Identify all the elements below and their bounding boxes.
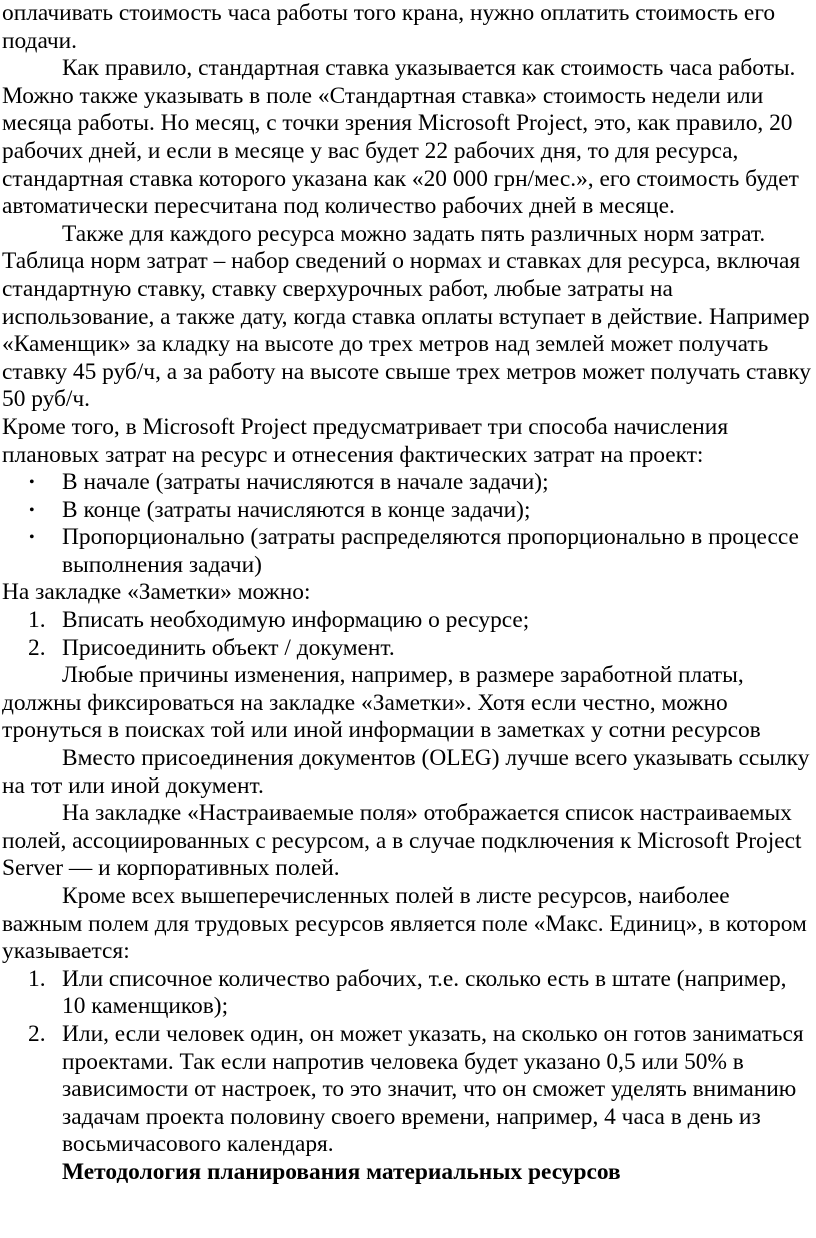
list-number: 1. bbox=[28, 965, 46, 992]
list-item bbox=[2, 966, 814, 1021]
accrual-list bbox=[2, 469, 814, 579]
bullet-marker: • bbox=[29, 529, 35, 547]
list-item bbox=[2, 497, 814, 525]
paragraph-continuation: оплачивать стоимость часа работы того крана, нужно оплатить стоимость его подачи. bbox=[2, 0, 776, 54]
list-item-text: Присоединить объект / документ. bbox=[62, 634, 395, 661]
paragraph-links: Вместо присоединения документов (OLEG) лучше всего указывать ссылку на тот или иной документ. bbox=[2, 745, 810, 799]
list-item-text: Или списочное количество рабочих, т.е. сколько есть в штате (например, 10 каменщиков); bbox=[62, 965, 787, 1020]
section-heading: Методология планирования материальных ресурсов bbox=[62, 1158, 621, 1185]
list-item-text: Вписать необходимую информацию о ресурсе; bbox=[62, 607, 530, 634]
paragraph-accrual-intro: Кроме того, в Microsoft Project предусматривает три способа начисления плановых затрат на ресурс и отнесения фактических затрат на проект: bbox=[2, 413, 729, 468]
bullet-marker: • bbox=[29, 501, 35, 519]
list-item bbox=[2, 1021, 814, 1159]
paragraph-notes-intro: На закладке «Заметки» можно: bbox=[2, 579, 311, 606]
paragraph-cost-rates: Также для каждого ресурса можно задать пять различных норм затрат. Таблица норм затрат – набор сведений о нормах и ставках для ресурса, включая стандартную ставку, ставку сверхурочных работ, любые затраты на использование, а также дату, когда ставка оплаты вступает в действие. Например «Каменщик» за кладку на высоте до трех метров над землей может получать ставку 45 руб/ч, а за работу на высоте свыше трех метров может получать ставку 50 руб/ч. bbox=[2, 220, 811, 413]
paragraph-custom-fields: На закладке «Настраиваемые поля» отображается список настраиваемых полей, ассоциированных с ресурсом, а в случае подключения к Microsoft Project Server — и корпоративных полей. bbox=[2, 800, 802, 882]
notes-list bbox=[2, 607, 814, 662]
list-item bbox=[2, 635, 814, 663]
list-item-text: В начале (затраты начисляются в начале задачи); bbox=[62, 469, 549, 496]
list-item-text: Или, если человек один, он может указать, на сколько он готов заниматься проектами. Так если напротив человека будет указано 0,5 или 50% в зависимости от настроек, то это значит, что он сможет уделять вниманию задачам проекта половину своего времени, например, 4 часа в день из восьмичасового календаря. bbox=[62, 1020, 804, 1158]
paragraph-standard-rate: Как правило, стандартная ставка указывается как стоимость часа работы. Можно также указывать в поле «Стандартная ставка» стоимость недели или месяца работы. Но месяц, с точки зрения Microsoft Project, это, как правило, 20 рабочих дней, и если в месяце у вас будет 22 рабочих дня, то для ресурса, стандартная ставка которого указана как «20 000 грн/мес.», его стоимость будет автоматически пересчитана под количество рабочих дней в месяце. bbox=[2, 55, 799, 220]
units-list bbox=[2, 966, 814, 1159]
list-number: 1. bbox=[28, 607, 46, 634]
list-item-text: В конце (затраты начисляются в конце задачи); bbox=[62, 496, 531, 523]
bullet-marker: • bbox=[29, 474, 35, 492]
paragraph-notes-changes: Любые причины изменения, например, в размере заработной платы, должны фиксироваться на закладке «Заметки». Хотя если честно, можно тронуться в поисках той или иной информации в заметках у сотни ресурсов bbox=[2, 662, 761, 744]
list-item bbox=[2, 469, 814, 497]
list-number: 2. bbox=[28, 1020, 46, 1047]
list-item bbox=[2, 524, 814, 579]
document-page bbox=[2, 0, 814, 1187]
paragraph-max-units: Кроме всех вышеперечисленных полей в листе ресурсов, наиболее важным полем для трудовых ресурсов является поле «Макс. Единиц», в котором указывается: bbox=[2, 883, 807, 965]
list-item-text: Пропорционально (затраты распределяются пропорционально в процессе выполнения задачи) bbox=[62, 524, 799, 578]
list-number: 2. bbox=[28, 634, 46, 661]
list-item bbox=[2, 607, 814, 635]
